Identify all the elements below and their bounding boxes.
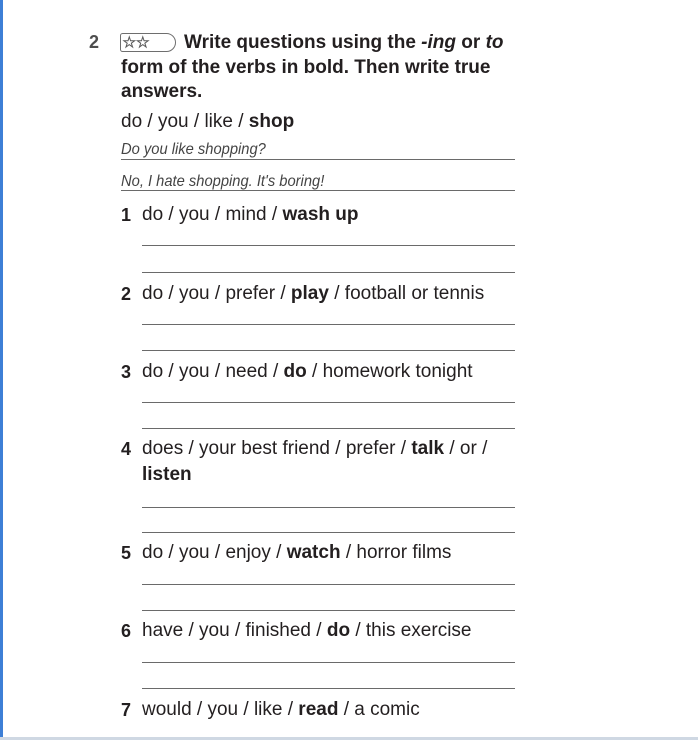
- instruction-line-3: answers.: [121, 81, 203, 102]
- item-number: 2: [121, 284, 132, 304]
- answer-line[interactable]: [142, 662, 515, 663]
- item-number: 5: [121, 543, 132, 563]
- instruction-line-1: Write questions using the -ing or to: [184, 32, 504, 53]
- item-prompt: do / you / enjoy / watch / horror films: [142, 542, 452, 563]
- answer-line[interactable]: [142, 610, 515, 611]
- item-number: 3: [121, 362, 132, 382]
- instruction-line-2: form of the verbs in bold. Then write true: [121, 57, 491, 78]
- answer-line[interactable]: [142, 584, 515, 585]
- example-answer-line: [121, 190, 515, 191]
- item-prompt: do / you / need / do / homework tonight: [142, 361, 473, 382]
- page-left-border: [0, 0, 3, 740]
- answer-line[interactable]: [142, 272, 515, 273]
- answer-line[interactable]: [142, 350, 515, 351]
- example-prompt: do / you / like / shop: [121, 111, 295, 132]
- item-prompt: would / you / like / read / a comic: [142, 699, 420, 720]
- difficulty-stars-badge: ★★: [120, 33, 176, 52]
- answer-line[interactable]: [142, 507, 515, 508]
- item-prompt: does / your best friend / prefer / talk / or / listen: [142, 438, 488, 485]
- item-number: 7: [121, 700, 132, 720]
- item-number: 6: [121, 621, 132, 641]
- example-question-line: [121, 159, 515, 160]
- item-number: 1: [121, 205, 132, 225]
- item-number: 4: [121, 439, 132, 459]
- item-prompt: do / you / prefer / play / football or tennis: [142, 283, 485, 304]
- answer-line[interactable]: [142, 688, 515, 689]
- example-answer: No, I hate shopping. It's boring!: [121, 173, 325, 190]
- answer-line[interactable]: [142, 532, 515, 533]
- answer-line[interactable]: [142, 324, 515, 325]
- item-prompt: do / you / mind / wash up: [142, 204, 359, 225]
- item-prompt: have / you / finished / do / this exercise: [142, 620, 472, 641]
- exercise-number: 2: [89, 32, 100, 52]
- answer-line[interactable]: [142, 245, 515, 246]
- example-question: Do you like shopping?: [121, 141, 266, 158]
- answer-line[interactable]: [142, 402, 515, 403]
- answer-line[interactable]: [142, 428, 515, 429]
